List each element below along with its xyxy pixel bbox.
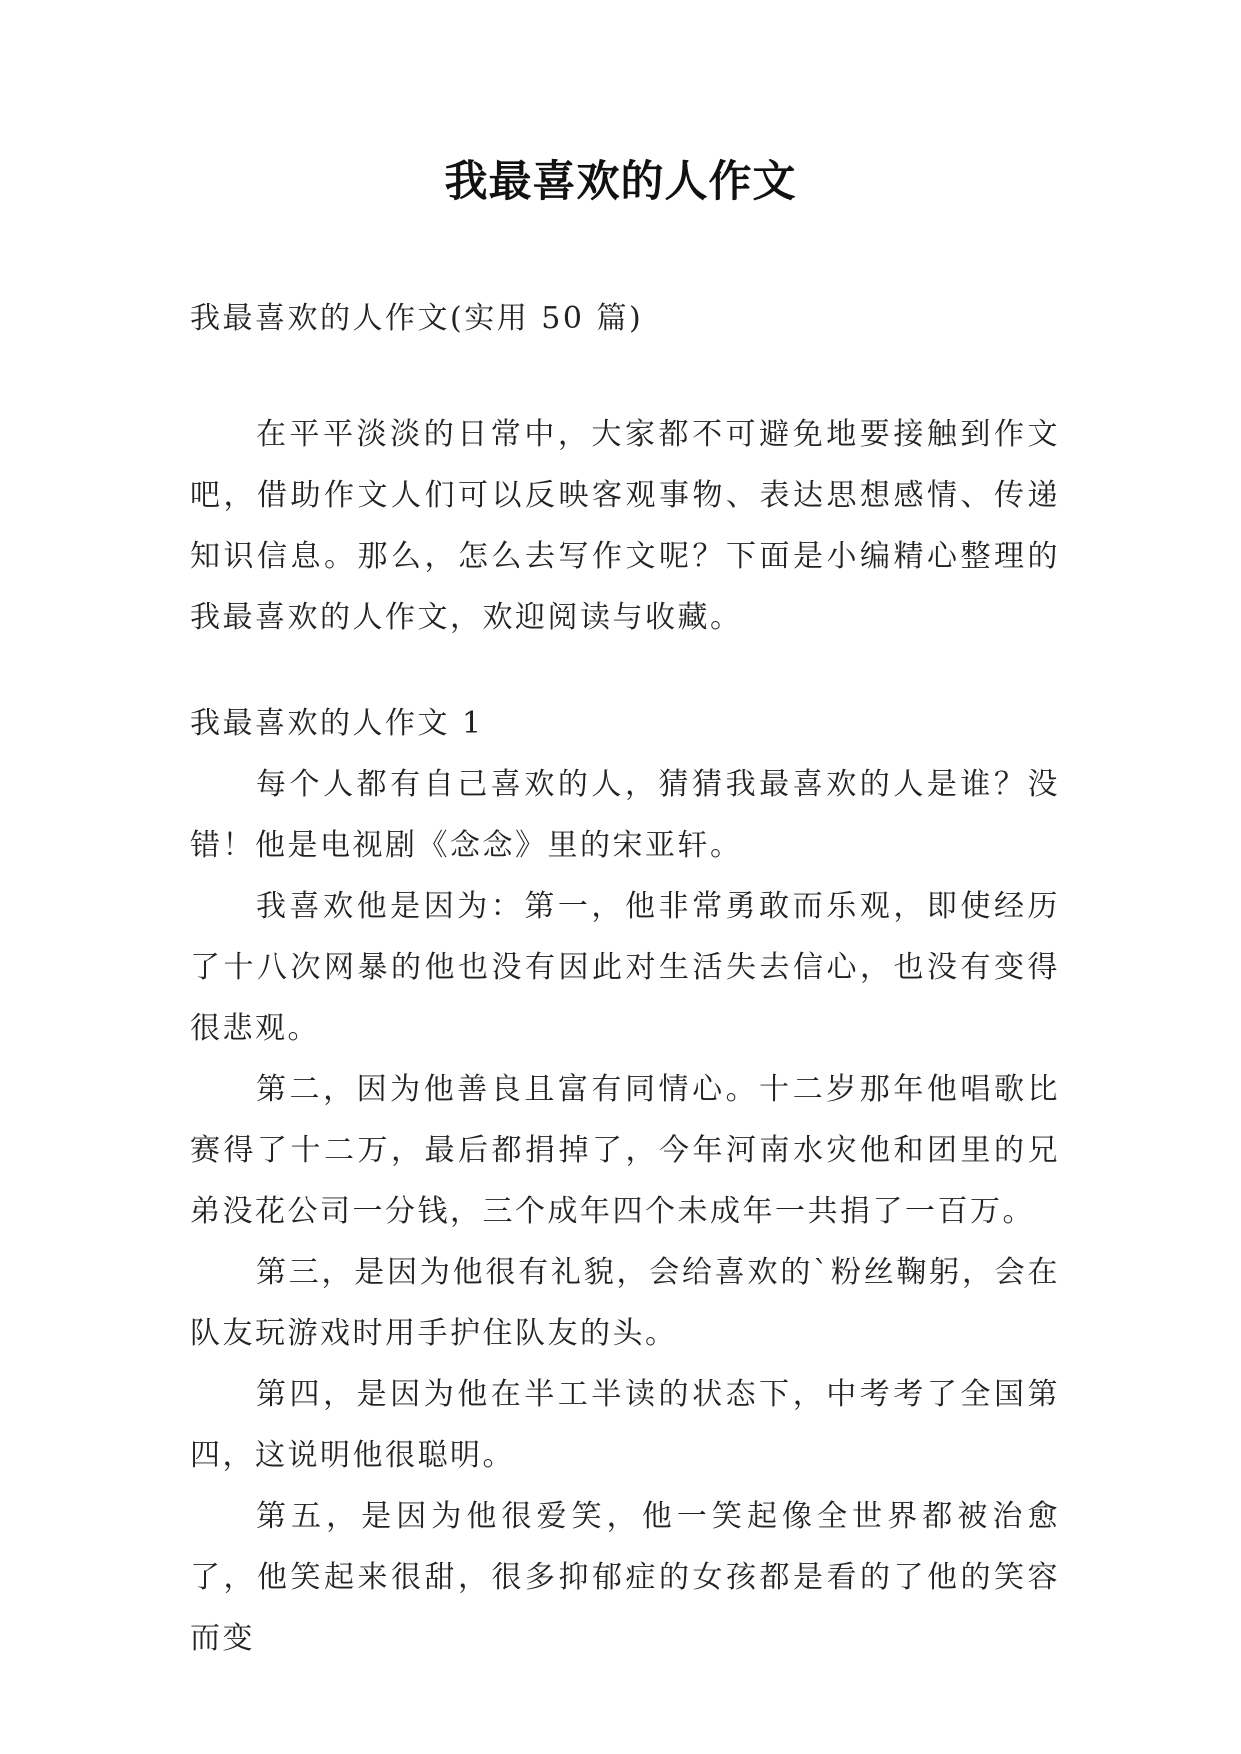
- document-subtitle: 我最喜欢的人作文(实用 50 篇): [190, 301, 644, 336]
- paragraph-5: 第四，是因为他在半工半读的状态下，中考考了全国第四，这说明他很聪明。: [190, 1377, 1060, 1473]
- section-heading: 我最喜欢的人作文 1: [190, 706, 484, 741]
- paragraph-2: 我喜欢他是因为：第一，他非常勇敢而乐观，即使经历了十八次网暴的他也没有因此对生活失去信心，也没有变得很悲观。: [190, 889, 1060, 1046]
- paragraph-1: 每个人都有自己喜欢的人，猜猜我最喜欢的人是谁？没错！他是电视剧《念念》里的宋亚轩。: [190, 767, 1060, 863]
- intro-section: [190, 404, 1060, 648]
- paragraph-3: 第二，因为他善良且富有同情心。十二岁那年他唱歌比赛得了十二万，最后都捐掉了，今年河南水灾他和团里的兄弟没花公司一分钱，三个成年四个未成年一共捐了一百万。: [190, 1072, 1060, 1229]
- article-section: [190, 693, 1060, 1669]
- document-title: 我最喜欢的人作文: [444, 157, 797, 207]
- paragraph-4: 第三，是因为他很有礼貌，会给喜欢的`粉丝鞠躬，会在队友玩游戏时用手护住队友的头。: [190, 1255, 1060, 1351]
- intro-paragraph: 在平平淡淡的日常中，大家都不可避免地要接触到作文吧，借助作文人们可以反映客观事物、表达思想感情、传递知识信息。那么，怎么去写作文呢？下面是小编精心整理的我最喜欢的人作文，欢迎阅读与收藏。: [190, 417, 1060, 635]
- paragraph-6: 第五，是因为他很爱笑，他一笑起像全世界都被治愈了，他笑起来很甜，很多抑郁症的女孩都是看的了他的笑容而变: [190, 1499, 1060, 1656]
